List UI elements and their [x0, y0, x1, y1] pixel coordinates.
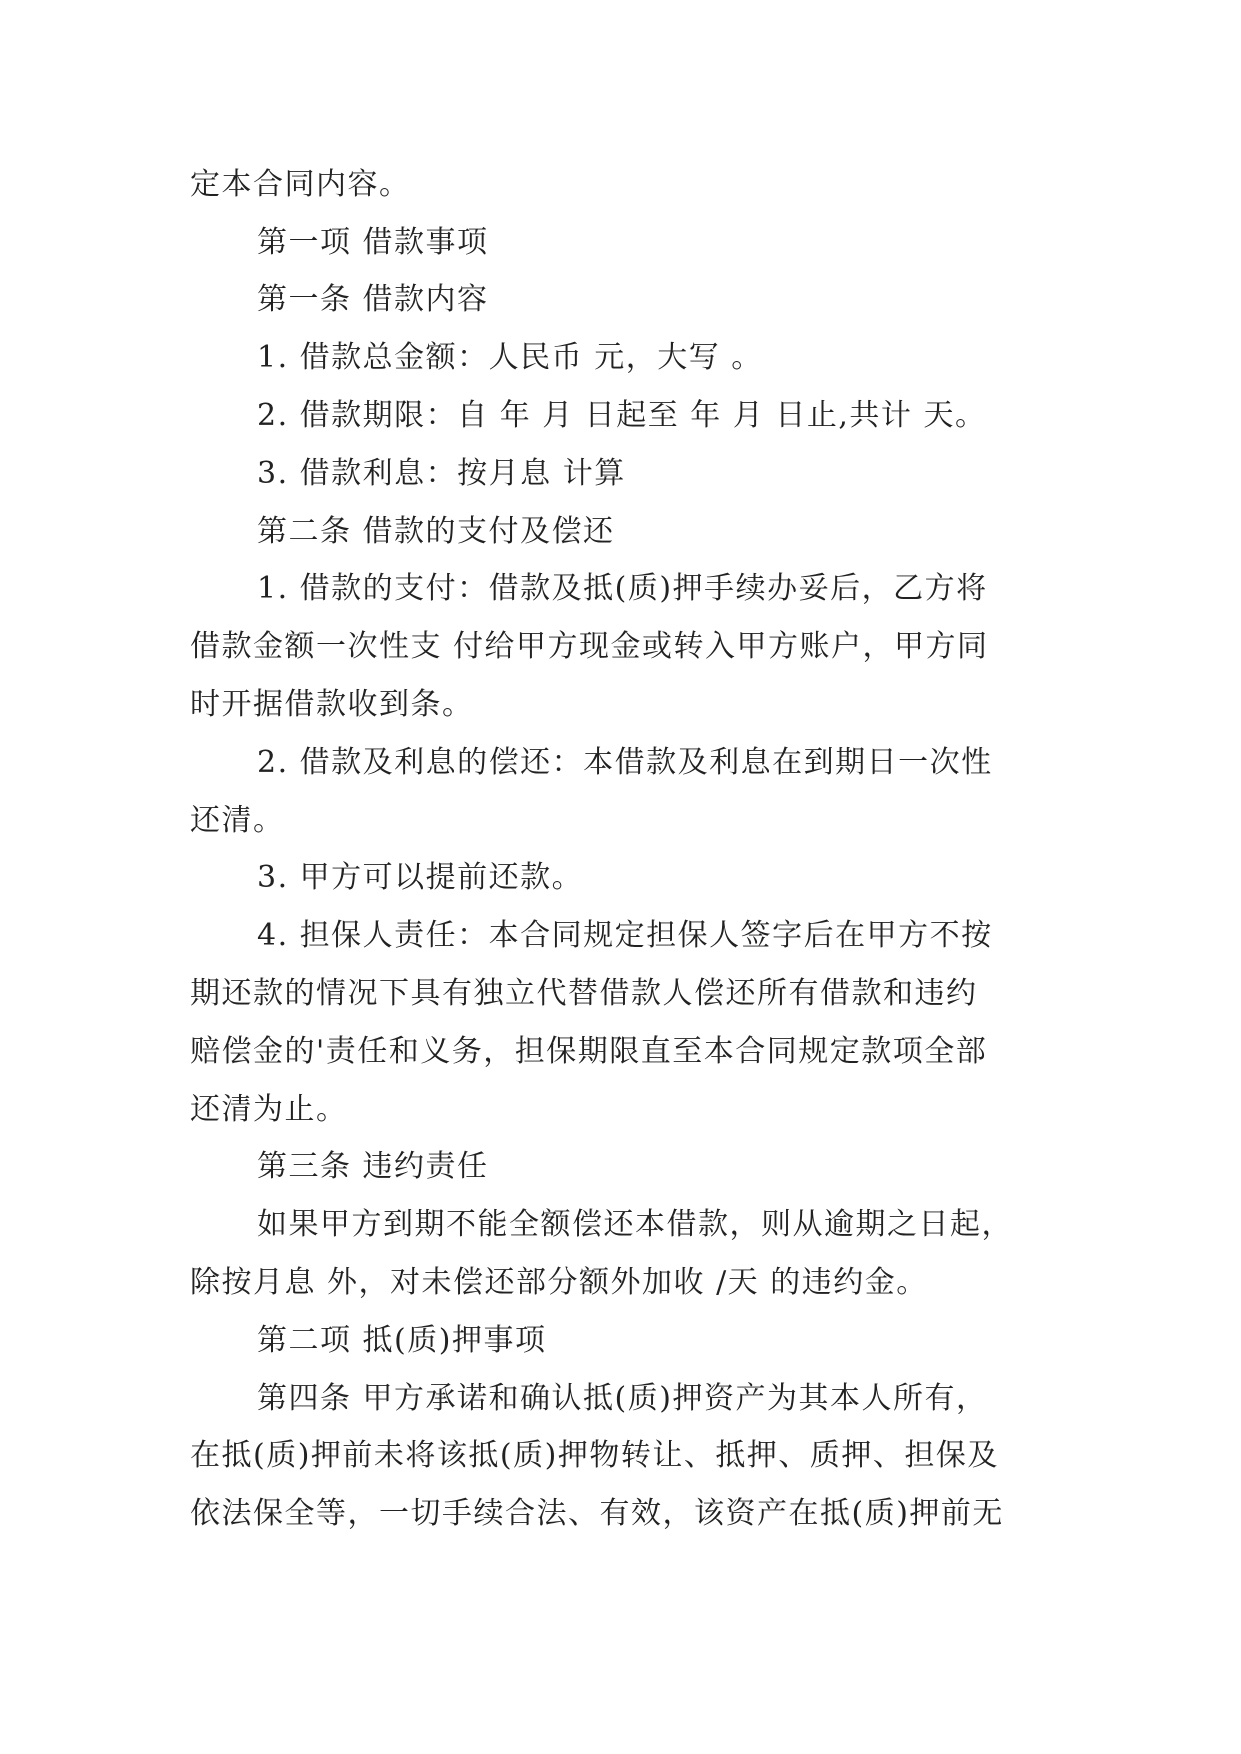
- clause-loan-term: 2. 借款期限：自 年 月 日起至 年 月 日止,共计 天。: [257, 398, 987, 433]
- clause-loan-amount: 1. 借款总金额：人民币 元，大写 。: [257, 340, 763, 375]
- clause-early-repayment: 3. 甲方可以提前还款。: [257, 860, 584, 895]
- clause-guarantor-line: 赔偿金的'责任和义务，担保期限直至本合同规定款项全部: [190, 1034, 988, 1069]
- clause-repayment-line: 2. 借款及利息的偿还：本借款及利息在到期日一次性: [257, 745, 993, 780]
- clause-payment-line: 借款金额一次性支 付给甲方现金或转入甲方账户，甲方同: [190, 629, 989, 664]
- article-heading-3: 第三条 违约责任: [257, 1149, 489, 1184]
- clause-payment-line: 时开据借款收到条。: [190, 687, 474, 722]
- clause-loan-interest: 3. 借款利息：按月息 计算: [257, 456, 626, 491]
- clause-payment-line: 1. 借款的支付：借款及抵(质)押手续办妥后，乙方将: [257, 571, 988, 606]
- article-4-line: 依法保全等，一切手续合法、有效，该资产在抵(质)押前无: [190, 1496, 1004, 1531]
- section-heading-item-2: 第二项 抵(质)押事项: [257, 1323, 547, 1358]
- clause-default-line: 如果甲方到期不能全额偿还本借款，则从逾期之日起，: [257, 1207, 1013, 1242]
- clause-guarantor-line: 期还款的情况下具有独立代替借款人偿还所有借款和违约: [190, 976, 978, 1011]
- section-heading-item-1: 第一项 借款事项: [257, 225, 489, 260]
- body-text-line: 定本合同内容。: [190, 167, 411, 202]
- clause-guarantor-line: 4. 担保人责任：本合同规定担保人签字后在甲方不按: [257, 918, 993, 953]
- clause-guarantor-line: 还清为止。: [190, 1092, 348, 1127]
- clause-default-line: 除按月息 外，对未偿还部分额外加收 /天 的违约金。: [190, 1265, 928, 1300]
- article-heading-2: 第二条 借款的支付及偿还: [257, 514, 615, 549]
- article-4-line: 在抵(质)押前未将该抵(质)押物转让、抵押、质押、担保及: [190, 1438, 999, 1473]
- article-heading-1: 第一条 借款内容: [257, 282, 489, 317]
- clause-repayment-line: 还清。: [190, 803, 285, 838]
- article-4-line: 第四条 甲方承诺和确认抵(质)押资产为其本人所有，: [257, 1381, 988, 1416]
